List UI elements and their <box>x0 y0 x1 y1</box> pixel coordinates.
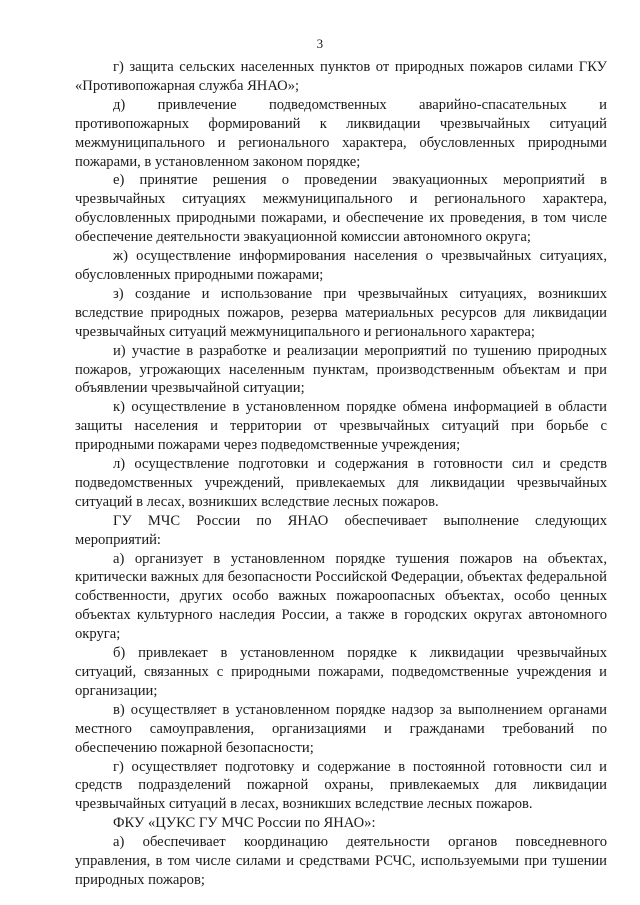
paragraph-z-reserves: з) создание и использование при чрезвычайных ситуациях, возникших вследствие природных пожаров, резерва материальных ресурсов для ликвидации чрезвычайных ситуаций межмуниципального и регионального характера; <box>75 285 607 340</box>
paragraph-l-readiness: л) осуществление подготовки и содержания в готовности сил и средств подведомственных учреждений, привлекаемых для ликвидации чрезвычайных ситуаций в лесах, возникших вследствие лесных пожаров. <box>75 456 607 510</box>
paragraph-zh-informing: ж) осуществление информирования населения о чрезвычайных ситуациях, обусловленных природными пожарами; <box>75 248 607 283</box>
paragraph-a-coordination: а) обеспечивает координацию деятельности органов повседневного управления, в том числе силами и средствами РСЧС, используемыми при тушении природных пожаров; <box>75 834 607 888</box>
paragraph-v-supervision: в) осуществляет в установленном порядке надзор за выполнением органами местного самоуправления, организациями и гражданами требований по обеспечению пожарной безопасности; <box>75 701 607 756</box>
paragraph-g-rural-protection: г) защита сельских населенных пунктов от природных пожаров силами ГКУ «Противопожарная служба ЯНАО»; <box>75 59 607 94</box>
paragraph-a-fire-extinguishing: а) организует в установленном порядке тушения пожаров на объектах, критически важных для безопасности Российской Федерации, объектах федеральной собственности, других особо важных пожароопасных объектах, особо ценных объектах культурного наследия России, а также в городских округах автономного округа; <box>75 550 607 643</box>
paragraph-gu-mchs-intro: ГУ МЧС России по ЯНАО обеспечивает выполнение следующих мероприятий: <box>75 512 607 548</box>
paragraph-fku-heading: ФКУ «ЦУКС ГУ МЧС России по ЯНАО»: <box>113 815 376 832</box>
paragraph-e-evacuation: е) принятие решения о проведении эвакуационных мероприятий в чрезвычайных ситуациях межмуниципального и регионального характера, обусловленных природными пожарами, и обеспечение их проведения, в том числе обеспечение деятельности эвакуационной комиссии автономного округа; <box>75 172 607 246</box>
paragraph-g-forces-readiness: г) осуществляет подготовку и содержание в постоянной готовности сил и средств подразделений пожарной охраны, привлекаемых для ликвидации чрезвычайных ситуаций в лесах, возникших вследствие лесных пожаров. <box>75 758 607 813</box>
paragraph-i-firefighting-measures: и) участие в разработке и реализации мероприятий по тушению природных пожаров, угрожающих населенным пунктам, производственным объектам и при объявлении чрезвычайной ситуации; <box>75 342 607 397</box>
paragraph-d-rescue-units: д) привлечение подведомственных аварийно-спасательных и противопожарных формирований к ликвидации чрезвычайных ситуаций межмуниципального и регионального характера, обусловленных природными пожарами, в установленном законом порядке; <box>75 96 607 170</box>
document-body <box>75 58 607 890</box>
paragraph-b-involvement: б) привлекает в установленном порядке к ликвидации чрезвычайных ситуаций, связанных с природными пожарами, подведомственные учреждения и организации; <box>75 645 607 699</box>
paragraph-k-information-exchange: к) осуществление в установленном порядке обмена информацией в области защиты населения и территории от чрезвычайных ситуаций при борьбе с природными пожарами через подведомственные учреждения; <box>75 399 607 454</box>
page-number: 3 <box>316 36 324 51</box>
